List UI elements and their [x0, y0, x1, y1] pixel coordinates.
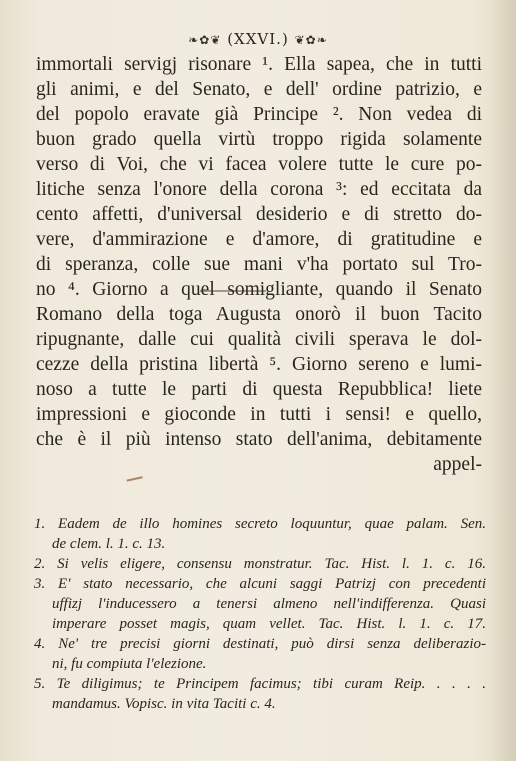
ink-underline — [200, 290, 266, 292]
text-line: che è il più intenso stato dell'anima, debitamente — [36, 429, 482, 450]
text-line: immortali servigj risonare ¹. Ella sapea, che in tutti — [36, 54, 482, 75]
text-line: vere, d'ammirazione e d'amore, di gratitudine e — [36, 229, 482, 250]
footnote-rule — [36, 504, 482, 505]
footnote-line: 1. Eadem de illo homines secreto loquuntur, quae palam. Sen. — [34, 516, 486, 532]
text-line: buon grado quella virtù troppo rigida solamente — [36, 129, 482, 150]
text-line: no ⁴. Giorno a quel somigliante, quando il Senato — [36, 279, 482, 300]
page-header — [0, 30, 516, 48]
left-ornament-icon: ❧✿❦ — [188, 33, 222, 47]
footnote-line: 4. Ne' tre precisi giorni destinati, può dirsi senza deliberazio- — [34, 636, 486, 652]
ink-stroke — [125, 470, 142, 481]
text-line: del popolo eravate già Principe ². Non vedea di — [36, 104, 482, 125]
text-line: cento affetti, d'universal desiderio e di stretto do- — [36, 204, 482, 225]
footnote-line: uffizj l'inducessero a tenersi almeno nell'indifferenza. Quasi — [52, 596, 486, 612]
page-number: (XXVI.) — [227, 30, 289, 48]
text-line: litiche senza l'onore della corona ³: ed eccitata da — [36, 179, 482, 200]
catchword: appel- — [433, 454, 482, 475]
text-line: di speranza, colle sue mani v'ha portato sul Tro- — [36, 254, 482, 275]
text-line: verso di Voi, che vi facea volere tutte le cure po- — [36, 154, 482, 175]
footnote-line: ni, fu compiuta l'elezione. — [52, 656, 207, 672]
text-line: Romano della toga Augusta onorò il buon Tacito — [36, 304, 482, 325]
footnote-line: de clem. l. 1. c. 13. — [52, 536, 166, 552]
text-line: gli animi, e del Senato, e dell' ordine patrizio, e — [36, 79, 482, 100]
footnotes — [34, 514, 486, 714]
footnote-line: 2. Si velis eligere, consensu monstratur. Tac. Hist. l. 1. c. 16. — [34, 556, 486, 572]
text-line: impressioni e gioconde in tutti i sensi! e quello, — [36, 404, 482, 425]
footnote-line: mandamus. Vopisc. in vita Taciti c. 4. — [52, 696, 276, 712]
right-ornament-icon: ❦✿❧ — [294, 33, 328, 47]
text-line: cezze della pristina libertà ⁵. Giorno sereno e lumi- — [36, 354, 482, 375]
footnote-line: 5. Te diligimus; te Principem facimus; tibi curam Reip. . . . . — [34, 676, 486, 692]
footnote-line: 3. E' stato necessario, che alcuni saggi Patrizj con precedenti — [34, 576, 486, 592]
text-line: noso a tutte le parti di questa Repubblica! liete — [36, 379, 482, 400]
footnote-line: imperare posset magis, quam vellet. Tac. Hist. l. 1. c. 17. — [52, 616, 486, 632]
main-text — [36, 52, 482, 477]
page-edge-shadow — [488, 0, 516, 761]
text-line: ripugnante, dalle cui qualità civili sperava le dol- — [36, 329, 482, 350]
